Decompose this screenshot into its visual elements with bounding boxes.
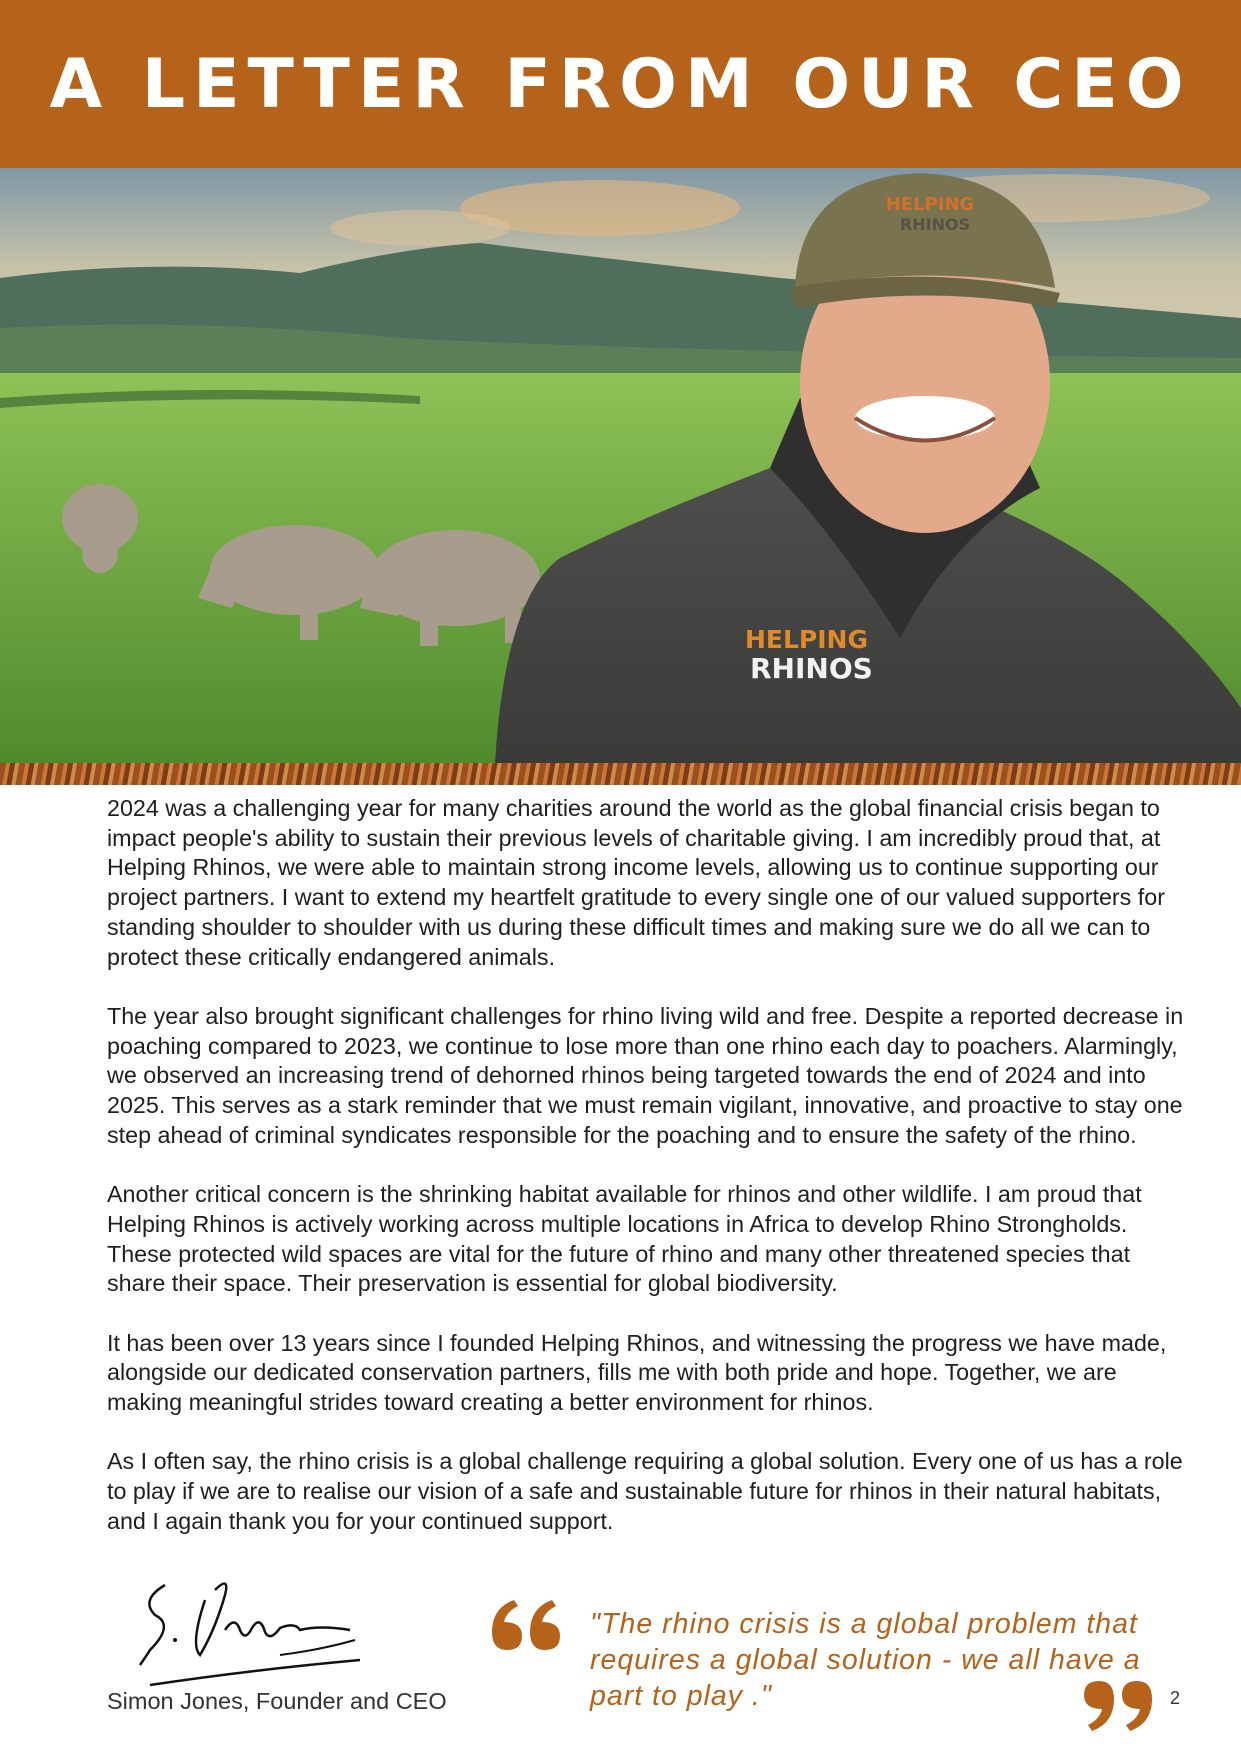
letter-body: [107, 794, 1187, 1566]
paragraph: The year also brought significant challenges for rhino living wild and free. Despite a reported decrease in poaching compared to 2023, we continue to lose more than one rhino each day to poachers. Alarmingly, we observed an increasing trend of dehorned rhinos being targeted towards the end of 2024 and into 2025. This serves as a stark reminder that we must remain vigilant, innovative, and proactive to stay one step ahead of criminal syndicates responsible for the poaching and to ensure the safety of the rhino.: [107, 1002, 1184, 1148]
page-number: 2: [1170, 1688, 1181, 1708]
header-banner: [0, 0, 1241, 168]
pull-quote: "The rhino crisis is a global problem that requires a global solution - we all have a part to play .": [590, 1608, 1141, 1712]
signer-name: Simon Jones, Founder and CEO: [107, 1688, 447, 1714]
paragraph: As I often say, the rhino crisis is a global challenge requiring a global solution. Every one of us has a role to play if we are to realise our vision of a safe and sustainable future for rhinos in their natural habitats, and I again thank you for your continued support.: [107, 1448, 1183, 1534]
quote-open-icon: [488, 1598, 564, 1652]
paragraph: Another critical concern is the shrinking habitat available for rhinos and other wildlife. I am proud that Helping Rhinos is actively working across multiple locations in Africa to develop Rhino Strongholds. These protected wild spaces are vital for the future of rhino and many other threatened species that share their space. Their preservation is essential for global biodiversity.: [107, 1181, 1142, 1297]
cap-logo-line1: HELPING: [885, 194, 975, 215]
decorative-strip: [0, 763, 1241, 785]
jacket-logo-line1: HELPING: [745, 625, 868, 654]
jacket-logo-line2: RHINOS: [750, 652, 873, 685]
signature-image: [130, 1570, 360, 1690]
page-title: A LETTER FROM OUR CEO: [49, 44, 1192, 124]
cap-logo-line2: RHINOS: [899, 215, 971, 234]
quote-close-icon: [1080, 1679, 1156, 1733]
paragraph: It has been over 13 years since I founded Helping Rhinos, and witnessing the progress we have made, alongside our dedicated conservation partners, fills me with both pride and hope. Together, we are making meaningful strides toward creating a better environment for rhinos.: [107, 1329, 1167, 1416]
hero-photo: [0, 168, 1241, 763]
paragraph: 2024 was a challenging year for many charities around the world as the global financial crisis began to impact people's ability to sustain their previous levels of charitable giving. I am incredibly proud that, at Helping Rhinos, we were able to maintain strong income levels, allowing us to continue supporting our project partners. I want to extend my heartfelt gratitude to every single one of our valued supporters for standing shoulder to shoulder with us during these difficult times and making sure we do all we can to protect these critically endangered animals.: [107, 795, 1165, 970]
